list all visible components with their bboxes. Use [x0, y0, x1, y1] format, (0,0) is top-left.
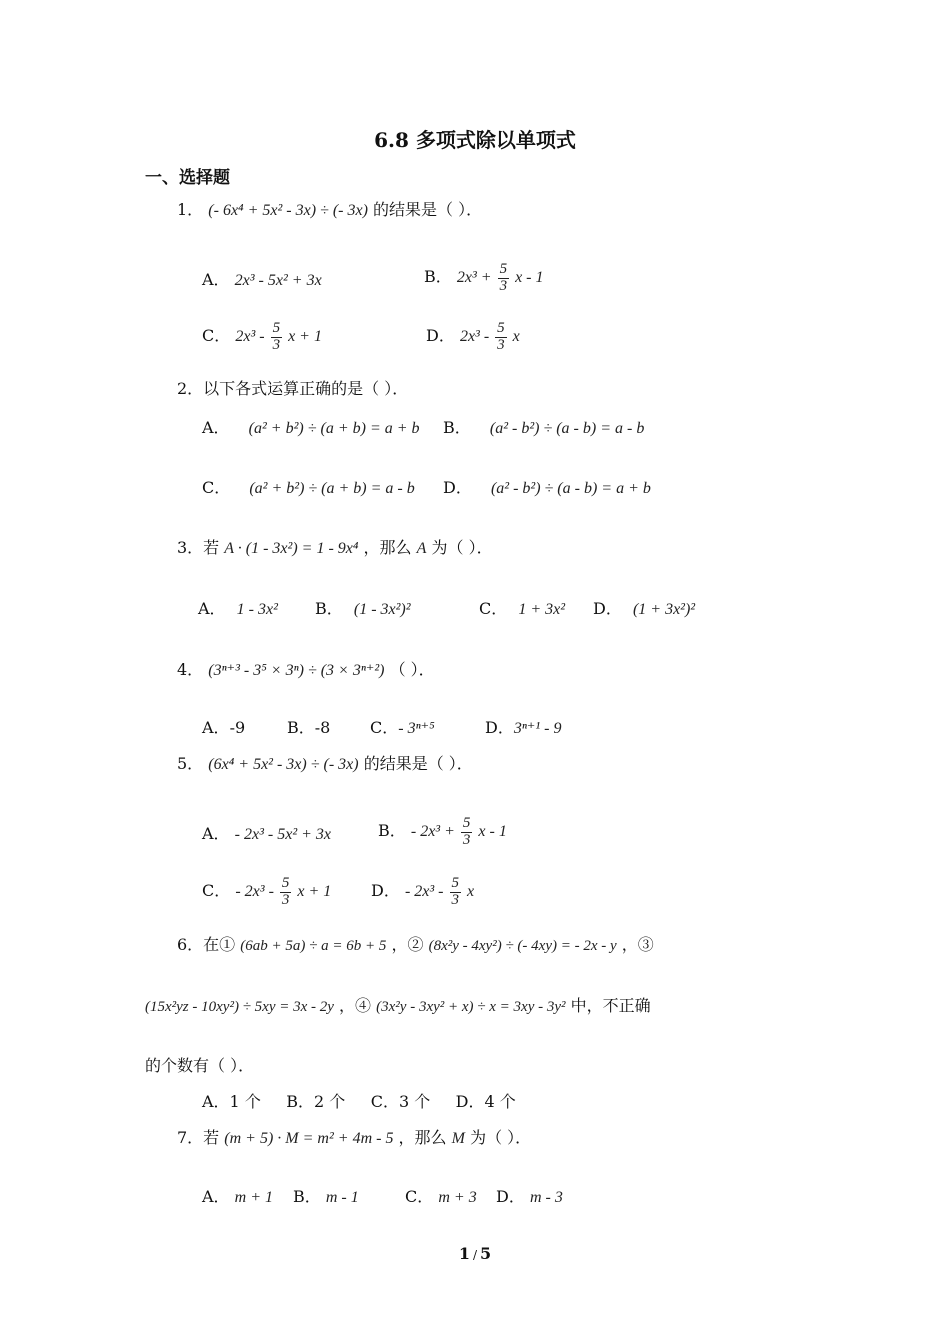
option-label: C．: [405, 1187, 434, 1206]
option-label: B．: [424, 266, 452, 286]
math-expression: - 3ⁿ⁺⁵: [398, 720, 435, 737]
option-label: D．: [426, 325, 455, 345]
question-5: [177, 756, 473, 773]
math-expression: m + 1: [234, 1189, 274, 1206]
math-expression: 1 - 3x²: [236, 601, 278, 618]
math-expression: A · (1 - 3x²) = 1 - 9x⁴: [224, 540, 359, 557]
option-label: C．: [202, 325, 231, 345]
question-prefix: 3．若: [177, 538, 220, 557]
option-label: A．: [202, 718, 230, 737]
question-3: [177, 540, 493, 557]
math-expression: (1 - 3x²)²: [353, 601, 411, 618]
option-label: C．: [479, 599, 508, 618]
math-expression: (a² - b²) ÷ (a - b) = a + b: [490, 480, 651, 497]
option-label: D．: [371, 880, 400, 900]
question-prefix: 6．在①: [177, 935, 236, 954]
option-b: [424, 262, 544, 295]
fraction: $\frac{5}{3}$: [497, 320, 505, 353]
option-value: -8: [314, 718, 331, 737]
option-label: A．: [202, 1187, 230, 1206]
fraction: $\frac{5}{3}$: [281, 875, 290, 908]
math-expression: m - 1: [325, 1189, 359, 1206]
item-marker: ，③: [621, 935, 654, 954]
option-d: [443, 480, 651, 497]
question-text: ，那么: [398, 1128, 447, 1147]
option-d: [426, 321, 520, 354]
option-label: A．: [202, 270, 230, 289]
math-expression: 3ⁿ⁺¹ - 9: [513, 720, 562, 737]
question-1: [177, 202, 482, 219]
question-number: 5．: [177, 754, 204, 773]
fraction: $\frac{5}{3}$: [451, 875, 459, 908]
question-text: ，那么: [363, 538, 412, 557]
current-page: 1: [458, 1244, 470, 1263]
question-number: 4．: [177, 660, 204, 679]
option-label: C．: [370, 718, 399, 737]
option-label: C．: [202, 880, 231, 900]
math-expression: (6x⁴ + 5x² - 3x) ÷ (- 3x): [208, 756, 359, 773]
option-c: [370, 720, 435, 737]
option-b: [315, 601, 411, 618]
option-a: [202, 720, 245, 736]
option-d: [485, 720, 561, 737]
math-expression: 2x³ - $\frac{5}{3}$ x: [459, 320, 520, 353]
section-heading: 一、选择题: [145, 168, 230, 188]
option-c: [479, 601, 565, 618]
question-2: 2．以下各式运算正确的是（ ）．: [177, 379, 409, 398]
question-number: 1．: [177, 200, 204, 219]
item-marker: ，②: [391, 935, 424, 954]
option-label: D．: [485, 718, 514, 737]
option-label: B．: [293, 1187, 321, 1206]
math-expression: (8x²y - 4xy²) ÷ (- 4xy) = - 2x - y: [428, 938, 617, 954]
total-pages: 5: [480, 1244, 492, 1263]
option-label: B．: [378, 820, 406, 840]
math-expression: (6ab + 5a) ÷ a = 6b + 5: [240, 938, 387, 954]
math-expression: (a² + b²) ÷ (a + b) = a - b: [249, 480, 415, 497]
page-separator: /: [472, 1248, 478, 1262]
page-number: [0, 1244, 950, 1263]
math-expression: m + 3: [438, 1189, 477, 1206]
option-a: [202, 826, 331, 843]
option-label: B．: [315, 599, 343, 618]
question-text: 中，不正确: [570, 996, 651, 1015]
option-label: D．: [443, 478, 472, 497]
math-expression: 1 + 3x²: [518, 601, 566, 618]
math-variable: M: [451, 1130, 465, 1147]
math-expression: (3ⁿ⁺³ - 3⁵ × 3ⁿ) ÷ (3 × 3ⁿ⁺²): [208, 662, 385, 679]
option-d: [496, 1189, 563, 1206]
option-label: D．: [496, 1187, 525, 1206]
math-expression: 2x³ - 5x² + 3x: [234, 272, 322, 289]
question-suffix: 的结果是（ ）．: [363, 754, 473, 773]
math-expression: m - 3: [529, 1189, 563, 1206]
question-6: [177, 937, 654, 954]
question-suffix: 为（ ）．: [470, 1128, 532, 1147]
fraction: $\frac{5}{3}$: [499, 261, 508, 294]
option-label: D．: [593, 599, 622, 618]
option-a: [202, 272, 322, 289]
option-d: [593, 601, 695, 618]
math-expression: (3x²y - 3xy² + x) ÷ x = 3xy - 3y²: [376, 999, 566, 1015]
option-value: -9: [229, 718, 246, 737]
math-expression: (a² - b²) ÷ (a - b) = a - b: [489, 420, 645, 437]
option-a: [198, 601, 278, 618]
question-7: [177, 1130, 531, 1147]
question-6-line-2: [145, 998, 651, 1015]
math-variable: A: [416, 540, 427, 557]
option-d: [371, 876, 474, 909]
option-label: B．: [443, 418, 471, 437]
question-4: [177, 662, 435, 679]
option-c: [202, 876, 331, 909]
question-suffix: 为（ ）．: [431, 538, 493, 557]
question-suffix: （ ）．: [389, 660, 435, 679]
math-expression: (- 6x⁴ + 5x² - 3x) ÷ (- 3x): [208, 202, 368, 219]
item-marker: ，④: [339, 996, 372, 1015]
math-expression: 2x³ + $\frac{5}{3}$ x - 1: [456, 261, 544, 294]
option-a: [202, 420, 420, 437]
option-label: A．: [198, 599, 226, 618]
math-expression: (m + 5) · M = m² + 4m - 5: [224, 1130, 394, 1147]
option-label: B．: [287, 718, 315, 737]
option-c: [405, 1189, 477, 1206]
math-expression: - 2x³ - $\frac{5}{3}$ x: [404, 875, 475, 908]
option-label: A．: [202, 418, 230, 437]
question-6-line-3: 的个数有（ ）．: [145, 1056, 255, 1075]
option-b: [287, 720, 330, 736]
page-title: 6.8 多项式除以单项式: [374, 128, 576, 152]
question-prefix: 7．若: [177, 1128, 220, 1147]
option-c: [202, 321, 322, 354]
fraction: $\frac{5}{3}$: [462, 815, 471, 848]
math-expression: - 2x³ - $\frac{5}{3}$ x + 1: [235, 875, 332, 908]
question-suffix: 的结果是（ ）．: [373, 200, 483, 219]
math-expression: (a² + b²) ÷ (a + b) = a + b: [248, 420, 420, 437]
option-b: [293, 1189, 359, 1206]
fraction: $\frac{5}{3}$: [272, 320, 281, 353]
math-expression: (15x²yz - 10xy²) ÷ 5xy = 3x - 2y: [145, 999, 334, 1015]
math-expression: - 2x³ - 5x² + 3x: [234, 826, 332, 843]
option-a: [202, 1189, 273, 1206]
math-expression: - 2x³ + $\frac{5}{3}$ x - 1: [410, 815, 507, 848]
option-label: C．: [202, 478, 231, 497]
option-c: [202, 480, 415, 497]
option-b: [443, 420, 644, 437]
option-label: A．: [202, 824, 230, 843]
math-expression: 2x³ - $\frac{5}{3}$ x + 1: [235, 320, 322, 353]
question-6-options: A．1 个 B．2 个 C．3 个 D．4 个: [202, 1092, 516, 1111]
math-expression: (1 + 3x²)²: [632, 601, 696, 618]
option-b: [378, 816, 507, 849]
